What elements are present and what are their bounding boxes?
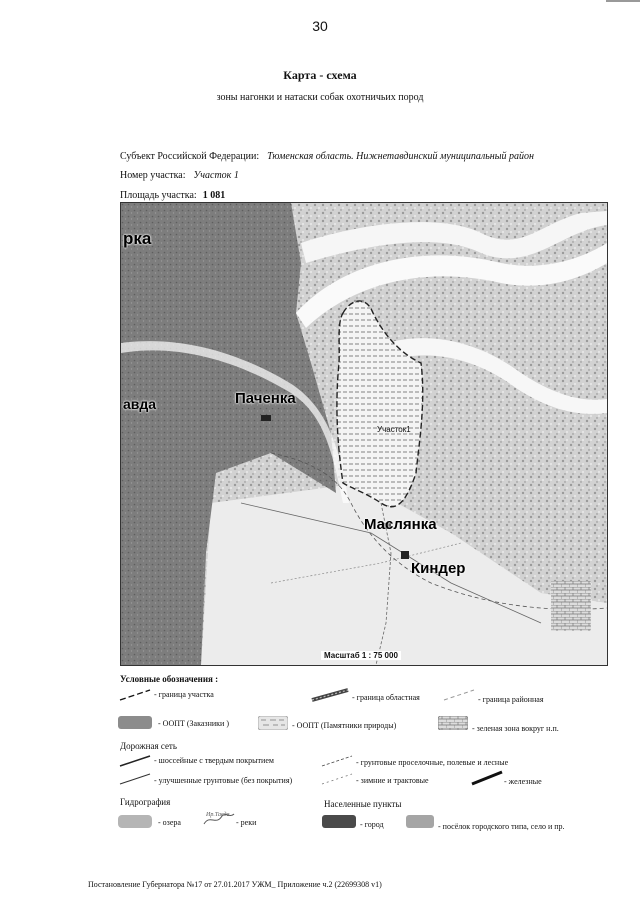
legend-road-network: Дорожная сеть (120, 741, 177, 751)
label-rka: рка (123, 229, 152, 248)
oopt-monuments-swatch (258, 716, 288, 730)
settlement-kinder-mark (401, 551, 409, 559)
plot-number-label: Номер участка: (120, 170, 186, 181)
area-label: Площадь участка: (120, 190, 197, 201)
label-avda: авда (123, 396, 157, 412)
area-field (120, 190, 225, 201)
legend-settlements: Населенные пункты (324, 799, 402, 809)
green-zone-area (551, 581, 591, 631)
legend-paved-highway: - шоссейные с твердым покрытием (154, 756, 274, 765)
label-kinder: Киндер (411, 560, 466, 577)
legend-hydrography: Гидрография (120, 797, 171, 807)
city-swatch (322, 815, 356, 828)
legend-green-zone: - зеленая зона вокруг н.п. (472, 724, 559, 733)
town-swatch (406, 815, 434, 828)
legend-rivers: - реки (236, 818, 257, 827)
map-area[interactable] (120, 202, 608, 666)
settlement-pachenka-mark (261, 415, 271, 421)
page-number: 30 (312, 18, 328, 34)
legend-lakes: - озера (158, 818, 181, 827)
label-pachenka: Паченка (235, 390, 296, 407)
map-subtitle: зоны нагонки и натаски собак охотничьих пород (216, 92, 424, 103)
legend-town: - посёлок городского типа, село и пр. (438, 822, 565, 831)
region-boundary-swatch (310, 688, 350, 702)
subject-label: Субъект Российской Федерации: (120, 151, 260, 162)
legend-winter-roads: - зимние и трактовые (356, 776, 429, 785)
legend-title: Условные обозначения : (120, 674, 219, 684)
corner-mark (606, 0, 640, 2)
legend-oopt-monuments: - ООПТ (Памятники природы) (292, 721, 397, 730)
winter-roads-swatch (320, 772, 354, 786)
green-zone-swatch (438, 716, 468, 730)
district-boundary-swatch (442, 688, 476, 702)
subject-value: Тюменская область. Нижнетавдинский муниципальный район (267, 151, 534, 162)
plot-boundary-swatch (118, 688, 152, 702)
legend-improved-dirt: - улучшенные грунтовые (без покрытия) (154, 776, 293, 785)
legend-oopt-reserves: - ООПТ (Заказники ) (158, 719, 229, 728)
footer-note: Постановление Губернатора №17 от 27.01.2017 УЖМ_ Приложение ч.2 (22699308 v1) (88, 880, 382, 889)
subject-field (120, 151, 534, 162)
map-title: Карта - схема (283, 68, 357, 82)
railways-swatch (470, 770, 504, 786)
legend-city: - город (360, 820, 384, 829)
improved-dirt-swatch (118, 772, 152, 786)
area-value: 1 081 (202, 190, 226, 201)
map-canvas (121, 203, 607, 665)
legend-railways: - железные (504, 777, 542, 786)
legend-plot-boundary: - граница участка (154, 690, 214, 699)
oopt-reserves-swatch (118, 716, 152, 729)
rivers-sample-label: Ир.Тавда (206, 812, 230, 818)
plot-number-field (120, 170, 239, 181)
legend-region-boundary: - граница областная (352, 693, 420, 702)
map-scale: Масштаб 1 : 75 000 (321, 651, 401, 660)
plot-number-value: Участок 1 (193, 170, 239, 181)
dirt-roads-swatch (320, 754, 354, 768)
label-uchastok: Участок1 (377, 425, 411, 434)
label-maslyanka: Маслянка (364, 516, 437, 533)
legend-dirt-roads: - грунтовые проселочные, полевые и лесные (356, 758, 509, 767)
legend-district-boundary: - граница районная (478, 695, 544, 704)
lakes-swatch (118, 815, 152, 828)
paved-highway-swatch (118, 754, 152, 768)
